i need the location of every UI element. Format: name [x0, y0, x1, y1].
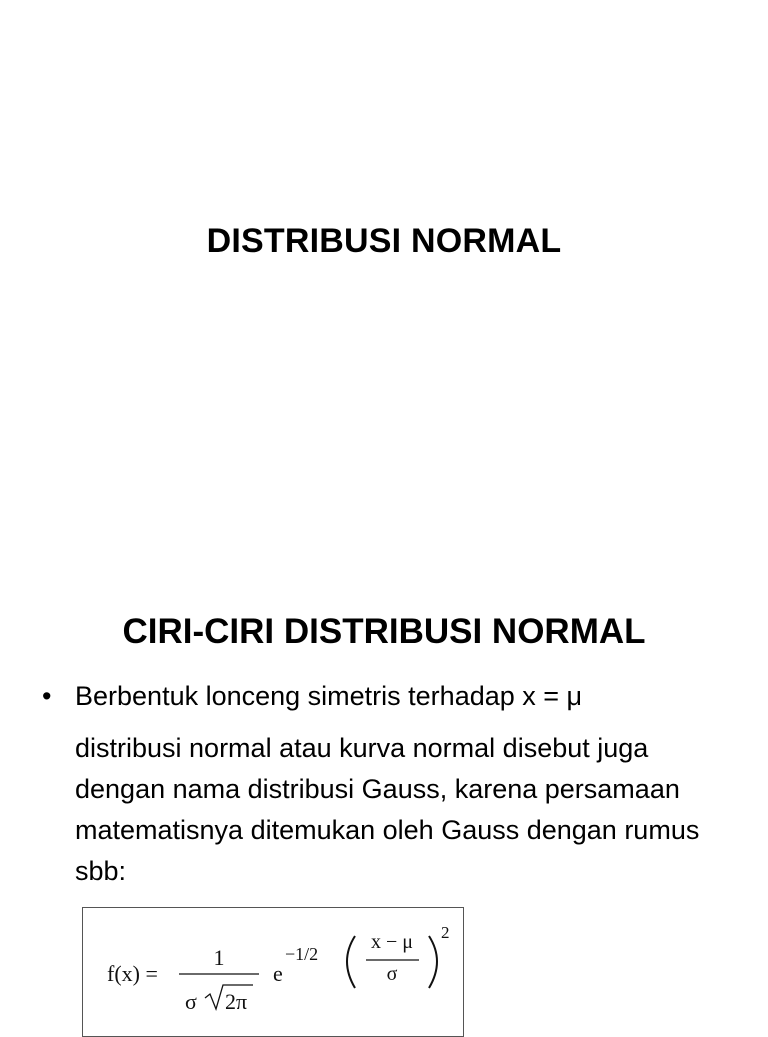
formula-numerator: 1 [213, 945, 225, 970]
right-paren-icon [429, 936, 437, 988]
formula-power: 2 [441, 923, 450, 942]
formula-two-pi: 2π [225, 989, 248, 1014]
left-paren-icon [347, 936, 355, 988]
inner-denominator: σ [386, 963, 398, 985]
bullet-icon: • [42, 681, 52, 711]
slide-characteristics [0, 576, 768, 1024]
description-paragraph: distribusi normal atau kurva normal disebut juga dengan nama distribusi Gauss, karena persamaan matematisnya ditemukan oleh Gauss dengan rumus sbb: [75, 733, 700, 886]
gauss-formula [82, 907, 464, 1037]
formula-sigma: σ [185, 989, 197, 1014]
inner-numerator: x − μ [370, 931, 414, 953]
formula-base-e: e [273, 961, 283, 986]
bullet-item [42, 679, 582, 713]
formula-lhs: f(x) = [107, 961, 158, 986]
bullet-text: Berbentuk lonceng simetris terhadap x = μ [75, 681, 583, 711]
formula-exponent: −1/2 [285, 944, 319, 964]
formula-graphic [83, 908, 464, 1037]
section-title: CIRI-CIRI DISTRIBUSI NORMAL [122, 612, 646, 651]
page-title: DISTRIBUSI NORMAL [206, 222, 562, 260]
